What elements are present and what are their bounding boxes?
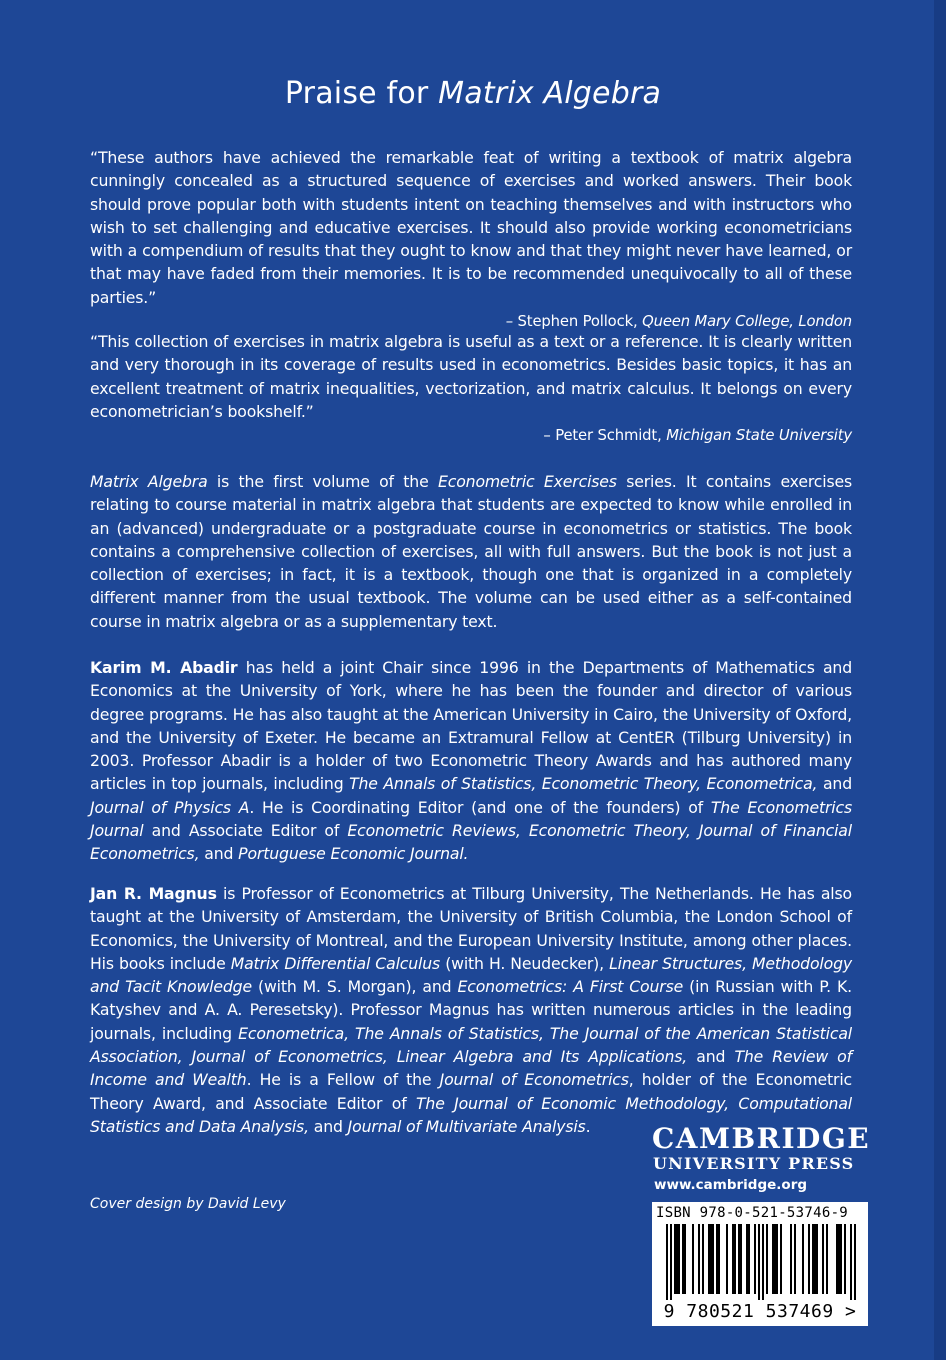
description-part: is the first volume of the <box>207 472 438 491</box>
bio-italic-segment: Journal of Physics A <box>90 797 250 817</box>
barcode-bar <box>682 1224 684 1294</box>
bio-text <box>90 882 852 1138</box>
bio-italic-segment: Linear Structures, Methodology and Tacit Knowledge <box>90 953 853 997</box>
title-book-name: Matrix Algebra <box>438 76 662 111</box>
barcode-bar <box>726 1224 728 1294</box>
isbn-label: ISBN 978-0-521-53746-9 <box>656 1205 849 1221</box>
praise-quote-1 <box>90 146 852 333</box>
barcode-bar <box>670 1224 672 1300</box>
bio-italic-segment: Econometrics: A First Course <box>457 977 684 997</box>
bio-segment: and <box>308 1116 348 1136</box>
author-name: Karim M. Abadir <box>90 658 238 677</box>
barcode-bar <box>766 1224 768 1294</box>
bio-italic-segment: Econometric Reviews, Econometric Theory, Journal of Financial Econometrics, <box>90 821 852 864</box>
description-part: series. It contains exercises relating to course material in matrix algebra that students are expected to know while enrolled in an (advanced) undergraduate or a postgraduate course in econometrics or statistics. The book contains a comprehensive collection of exercises, all with full answers. But the book is not just a collection of exercises; in fact, it is a textbook, though one that is organized in a completely different manner from the usual textbook. The volume can be used either as a self-contained course in matrix algebra or as a supplementary text. <box>90 472 853 631</box>
attribution-name: – Stephen Pollock, <box>505 313 643 331</box>
bio-segment: . He is a Fellow of the <box>246 1070 440 1090</box>
description-book-title: Matrix Algebra <box>90 472 208 491</box>
barcode-bar <box>854 1224 856 1300</box>
publisher-name: CAMBRIDGE <box>652 1122 871 1155</box>
attribution-name: – Peter Schmidt, <box>543 427 667 445</box>
praise-quote-2 <box>90 330 852 447</box>
page-title <box>0 76 946 111</box>
bio-segment: and <box>817 774 853 794</box>
barcode-digits: 9 780521 537469 > <box>663 1301 857 1322</box>
author-name: Jan R. Magnus <box>90 884 217 903</box>
bio-italic-segment: Econometrica, The Annals of Statistics, The Journal of the American Statistical Association, Journal of Econometrics, Linear Algebra and Its Applications, <box>90 1023 852 1067</box>
barcode-bar <box>772 1224 774 1294</box>
bio-segment: and <box>687 1047 735 1067</box>
barcode-bar <box>808 1224 810 1294</box>
bio-italic-segment: The Journal of Economic Methodology, Computational Statistics and Data Analysis, <box>90 1093 852 1136</box>
publisher-subname: UNIVERSITY PRESS <box>653 1154 855 1173</box>
bio-italic-segment: Portuguese Economic Journal. <box>238 844 469 864</box>
barcode-bar <box>780 1224 782 1294</box>
barcode-bar <box>794 1224 796 1294</box>
quote-text: “This collection of exercises in matrix algebra is useful as a text or a reference. It is clearly written and very thorough in its coverage of results used in econometrics. Besides basic topics, it has an excellent treatment of matrix inequalities, vectorization, and matrix calculus. It belongs on every econometrician’s bookshelf.” <box>90 332 852 421</box>
attribution-affiliation: Queen Mary College, London <box>642 313 852 331</box>
barcode-bar <box>708 1224 710 1294</box>
bio-segment: (with H. Neudecker), <box>440 953 610 973</box>
book-description <box>90 470 852 633</box>
isbn-barcode <box>652 1202 868 1326</box>
bio-italic-segment: Journal of Multivariate Analysis <box>347 1116 586 1136</box>
author-bio-abadir <box>90 656 852 866</box>
barcode-bar <box>802 1224 804 1294</box>
bio-segment: (with M. S. Morgan), and <box>251 977 458 997</box>
cover-credit: Cover design by David Levy <box>90 1196 286 1212</box>
barcode-bar <box>676 1224 678 1294</box>
barcode-bar <box>812 1224 814 1294</box>
description-text <box>90 470 852 633</box>
attribution-affiliation: Michigan State University <box>666 427 852 445</box>
barcode-bar <box>774 1224 776 1294</box>
bio-segment: . He is Coordinating Editor (and one of the founders) of <box>249 797 711 817</box>
bio-segment: , holder of the Econometric Theory Award, and Associate Editor of <box>90 1070 853 1113</box>
barcode-bar <box>836 1224 838 1294</box>
barcode-bars <box>666 1224 856 1300</box>
bio-text <box>90 656 852 866</box>
barcode-bar <box>762 1224 764 1300</box>
barcode-bar <box>710 1224 712 1294</box>
barcode-bar <box>746 1224 748 1294</box>
barcode-bar <box>826 1224 828 1294</box>
bio-segment: is Professor of Econometrics at Tilburg University, The Netherlands. He has also taught at the University of Amsterdam, the University of British Columbia, the London School of Economics, the University of Montreal, and the European University Institute, among other places. His books include <box>90 884 852 973</box>
cover-edge <box>934 0 946 1360</box>
barcode-bar <box>838 1224 840 1294</box>
bio-italic-segment: The Annals of Statistics, Econometric Theory, Econometrica, <box>349 774 818 794</box>
barcode-bar <box>702 1224 704 1294</box>
quote-attribution <box>90 424 852 447</box>
barcode-bar <box>754 1224 756 1294</box>
barcode-bar <box>850 1224 852 1300</box>
barcode-bar <box>816 1224 818 1294</box>
barcode-bar <box>674 1224 676 1294</box>
barcode-bar <box>716 1224 718 1294</box>
barcode-bar <box>840 1224 842 1294</box>
barcode-bar <box>666 1224 668 1300</box>
barcode-bar <box>740 1224 742 1294</box>
publisher-logo <box>652 1122 871 1196</box>
barcode-bar <box>748 1224 750 1294</box>
bio-italic-segment: Matrix Differential Calculus <box>230 953 441 973</box>
barcode-bar <box>718 1224 720 1294</box>
barcode-bar <box>692 1224 694 1294</box>
bio-segment: and Associate Editor of <box>143 821 348 841</box>
bio-italic-segment: Journal of Econometrics <box>439 1070 629 1090</box>
barcode-bar <box>698 1224 700 1294</box>
bio-segment: . <box>585 1116 591 1136</box>
bio-italic-segment: The Econometrics Journal <box>90 797 852 841</box>
bio-segment: has held a joint Chair since 1996 in the Departments of Mathematics and Economics at the University of York, where he has been the founder and director of various degree programs. He has also taught at the American University in Cairo, the University of Oxford, and the University of Exeter. He became an Extramural Fellow at CentER (Tilburg University) in 2003. Professor Abadir is a holder of two Econometric Theory Awards and has authored many articles in top journals, including <box>90 658 853 794</box>
description-series: Econometric Exercises <box>437 472 617 491</box>
bio-segment: and <box>199 844 239 864</box>
barcode-bar <box>712 1224 714 1294</box>
barcode-bar <box>758 1224 760 1300</box>
barcode-bar <box>732 1224 734 1294</box>
barcode-bar <box>776 1224 778 1294</box>
barcode-bar <box>734 1224 736 1294</box>
barcode-bar <box>684 1224 686 1294</box>
barcode-bar <box>814 1224 816 1294</box>
bio-italic-segment: The Review of Income and Wealth <box>90 1047 852 1090</box>
barcode-bar <box>790 1224 792 1294</box>
barcode-bar <box>844 1224 846 1294</box>
bio-segment: (in Russian with P. K. Katyshev and A. A. Peresetsky). Professor Magnus has written numerous articles in the leading journals, including <box>90 977 852 1043</box>
author-bio-magnus <box>90 882 852 1138</box>
title-prefix: Praise for <box>284 76 439 111</box>
quote-text: “These authors have achieved the remarkable feat of writing a textbook of matrix algebra cunningly concealed as a structured sequence of exercises and worked answers. Their book should prove popular both with students intent on teaching themselves and with instructors who wish to set challenging and educative exercises. It should also provide working econometricians with a compendium of results that they ought to know and that they might never have learned, or that may have faded from their memories. It is to be recommended unequivocally to all of these parties.” <box>90 148 852 307</box>
barcode-bar <box>822 1224 824 1294</box>
publisher-url[interactable]: www.cambridge.org <box>654 1177 808 1193</box>
barcode-bar <box>678 1224 680 1294</box>
barcode-bar <box>738 1224 740 1294</box>
